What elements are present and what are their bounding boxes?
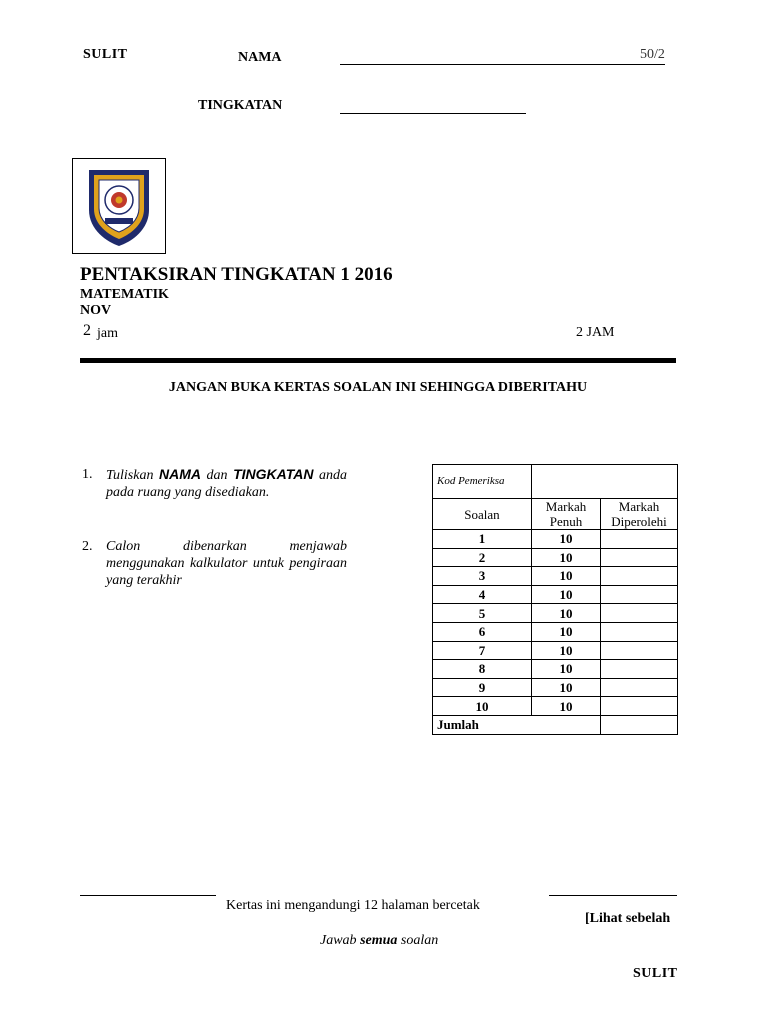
obtained-marks: [601, 585, 678, 604]
table-row: [433, 567, 678, 586]
marks-table: [432, 464, 678, 735]
instruction-number: 2.: [82, 539, 93, 554]
table-row: [433, 622, 678, 641]
obtained-marks: [601, 641, 678, 660]
full-marks: 10: [532, 697, 601, 716]
duration-right: 2 JAM: [576, 325, 615, 340]
obtained-marks: [601, 697, 678, 716]
page-count-note: Kertas ini mengandungi 12 halaman bercetak: [226, 898, 480, 913]
obtained-marks: [601, 660, 678, 679]
obtained-marks: [601, 548, 678, 567]
question-number: 6: [433, 622, 532, 641]
exam-title: PENTAKSIRAN TINGKATAN 1 2016: [80, 264, 393, 285]
table-row: [433, 530, 678, 549]
instruction-text: Tuliskan NAMA dan TINGKATAN anda pada ruang yang disediakan.: [106, 466, 347, 500]
obtained-marks: [601, 530, 678, 549]
full-marks: 10: [532, 660, 601, 679]
instruction-text: Calon dibenarkan menjawab menggunakan kalkulator untuk pengiraan yang terakhir: [106, 539, 347, 588]
table-row: [433, 641, 678, 660]
col-header-soalan: Soalan: [433, 499, 532, 530]
sulit-top-label: SULIT: [83, 47, 128, 62]
full-marks: 10: [532, 548, 601, 567]
question-number: 1: [433, 530, 532, 549]
full-marks: 10: [532, 641, 601, 660]
instruction-number: 1.: [82, 467, 93, 482]
nama-field-line: [340, 64, 665, 65]
full-marks: 10: [532, 622, 601, 641]
question-number: 7: [433, 641, 532, 660]
warning-notice: JANGAN BUKA KERTAS SOALAN INI SEHINGGA DIBERITAHU: [168, 380, 588, 395]
table-row: [433, 604, 678, 623]
school-crest-frame: [72, 158, 166, 254]
full-marks: 10: [532, 585, 601, 604]
table-row: [433, 585, 678, 604]
full-marks: 10: [532, 678, 601, 697]
obtained-marks: [601, 678, 678, 697]
full-marks: 10: [532, 567, 601, 586]
question-number: 9: [433, 678, 532, 697]
tingkatan-field-line: [340, 113, 526, 114]
table-row: [433, 660, 678, 679]
paper-code: 50/2: [640, 47, 665, 62]
col-header-markah-diperolehi: Markah Diperolehi: [601, 499, 678, 530]
footer-line-left: [80, 895, 216, 896]
answer-all-note: Jawab semua soalan: [320, 933, 439, 948]
divider-rule: [80, 358, 676, 363]
jumlah-label: Jumlah: [433, 715, 601, 734]
subject-name: MATEMATIK: [80, 287, 169, 302]
full-marks: 10: [532, 604, 601, 623]
see-next-page: [Lihat sebelah: [585, 911, 671, 926]
full-marks: 10: [532, 530, 601, 549]
table-row: [433, 697, 678, 716]
question-number: 5: [433, 604, 532, 623]
footer-line-right: [549, 895, 677, 896]
table-row: [433, 678, 678, 697]
jumlah-value: [601, 715, 678, 734]
question-number: 8: [433, 660, 532, 679]
obtained-marks: [601, 622, 678, 641]
school-crest-icon: [83, 164, 155, 248]
question-number: 2: [433, 548, 532, 567]
exam-month: NOV: [80, 303, 112, 318]
obtained-marks: [601, 604, 678, 623]
kod-pemeriksa-field: [532, 465, 678, 499]
sulit-bottom-label: SULIT: [633, 966, 678, 981]
duration-number: 2: [83, 322, 91, 339]
table-row: [433, 548, 678, 567]
question-number: 4: [433, 585, 532, 604]
col-header-markah-penuh: Markah Penuh: [532, 499, 601, 530]
obtained-marks: [601, 567, 678, 586]
tingkatan-label: TINGKATAN: [198, 98, 283, 113]
question-number: 3: [433, 567, 532, 586]
question-number: 10: [433, 697, 532, 716]
kod-pemeriksa-label: Kod Pemeriksa: [433, 465, 532, 499]
nama-label: NAMA: [238, 50, 282, 65]
duration-unit: jam: [97, 326, 118, 341]
